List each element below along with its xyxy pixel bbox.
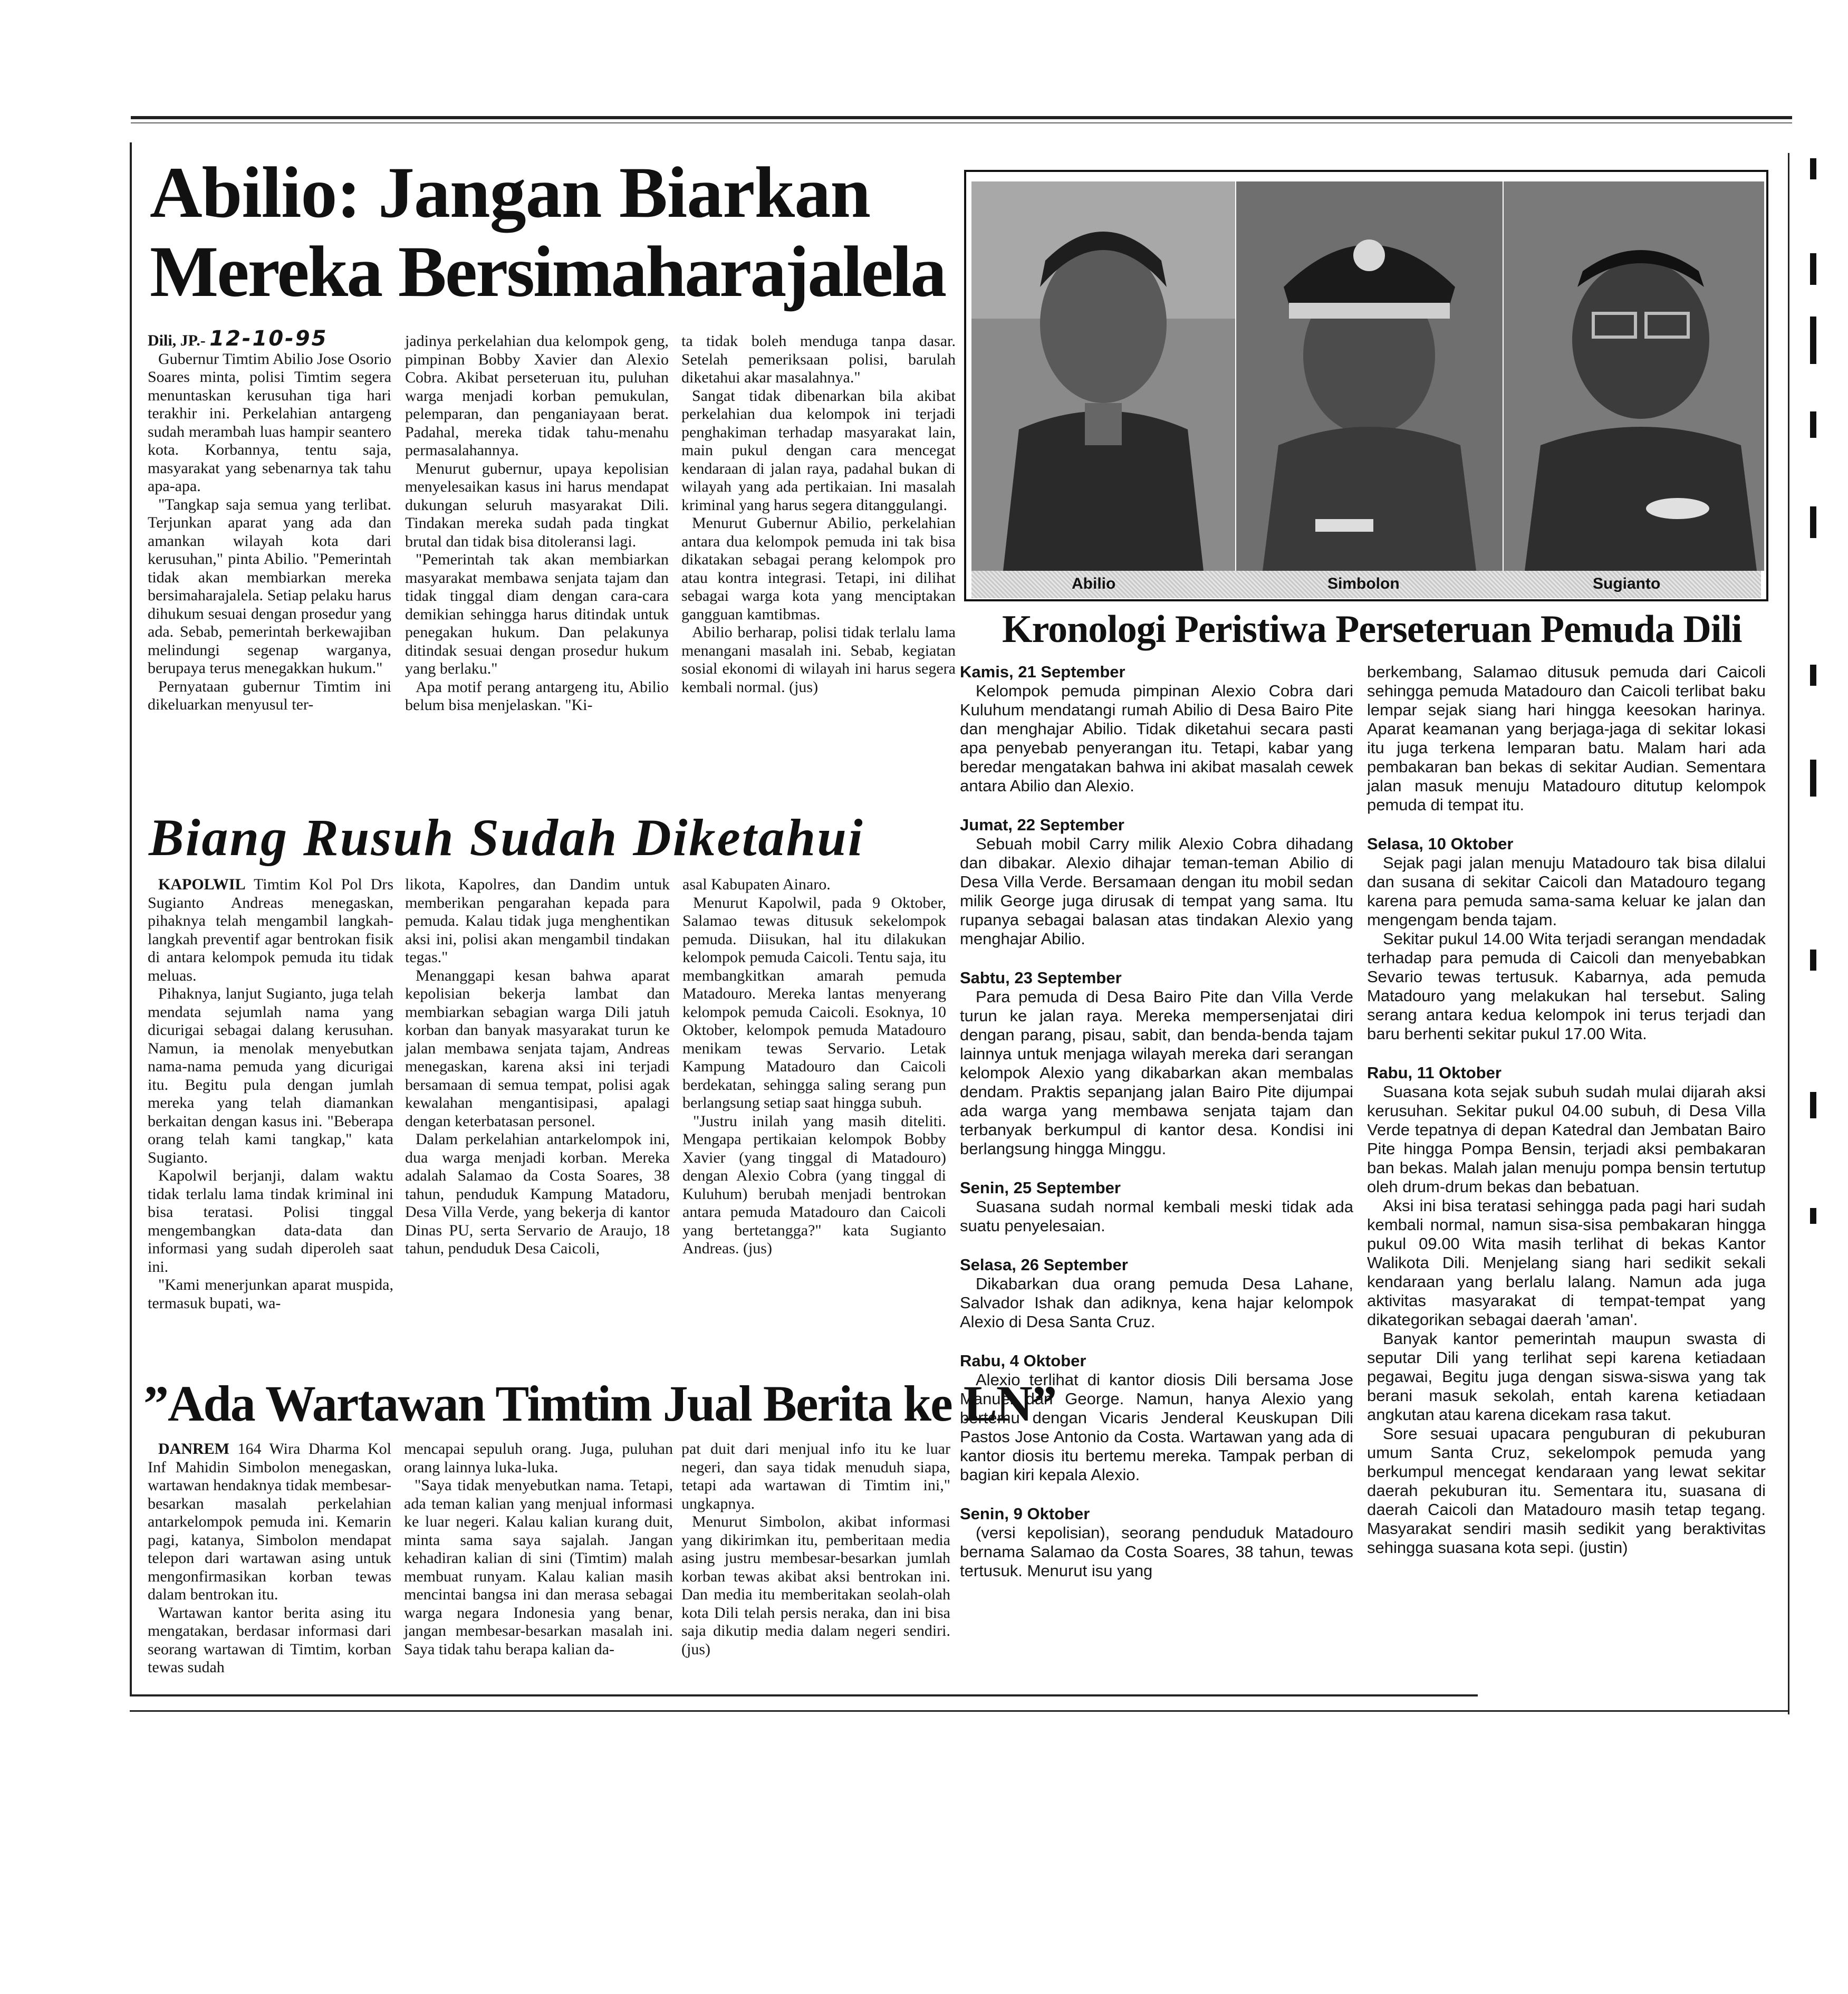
photo-panel [964,170,1768,601]
kronologi-left-column [960,663,1353,1580]
kronologi-date: Senin, 25 September [960,1178,1121,1197]
edge-mark [1810,158,1816,179]
article2-lead-text: Timtim Kol Pol Drs Sugianto Andreas menegaskan, pihaknya telah mengambil langkah-langkah preventif agar bentrokan fisik di antara kelompok pemuda itu tidak meluas. [148,876,393,984]
kronologi-date: Selasa, 26 September [960,1255,1128,1274]
article1-dateline: Dili, JP.- [148,332,206,349]
article3-paragraph: pat duit dari menjual info itu ke luar negeri, dan saya tidak menuduh siapa, tetapi ada wartawan di Timtim ini," ungkapnya. [681,1440,950,1512]
edge-mark [1810,665,1816,686]
kronologi-date: Rabu, 11 Oktober [1367,1063,1502,1082]
article2-paragraph: Menurut Kapolwil, pada 9 Oktober, Salamao tewas ditusuk sekelompok pemuda. Diisukan, hal itu dilakukan kelompok pemuda Caicoli. Tentu saja, itu membangkitkan amarah pemuda Matadouro. Mereka lantas menyerang kelompok pemuda Caicoli. Esoknya, 10 Oktober, kelompok pemuda Matadouro menikam tewas Servario. Letak Kampung Matadouro dan Caicoli berdekatan, sehingga saling serang pun berlangsung setiap saat hingga subuh. [682,894,946,1111]
article1-paragraph: "Pemerintah tak akan membiarkan masyarakat membawa senjata tajam dan tidak tinggal diam dengan cara-cara demikian sehingga harus ditindak untuk penegakan hukum. Dan pelakunya ditindak sesuai dengan prosedur hukum yang berlaku." [405,551,669,677]
article1-paragraph: Pernyataan gubernur Timtim ini dikeluarkan menyusul ter- [148,677,391,713]
kronologi-text: Sore sesuai upacara penguburan di pekuburan umum Santa Cruz, sekelompok pemuda yang berkumpul mencegat kendaraan yang lewat sekitar daerah pekuburan itu. Sementara itu, suasana di daerah Caicoli dan Matadouro masih tetap tegang. Masyarakat sendiri masih sedikit yang beraktivitas sehingga suasana kota sepi. (justin) [1367,1424,1766,1557]
kronologi-entry [1367,663,1766,814]
kronologi-text: (versi kepolisian), seorang penduduk Matadouro bernama Salamao da Costa Soares, 38 tahun, tewas tertusuk. Menurut isu yang [960,1523,1353,1580]
edge-mark [1810,506,1816,538]
kronologi-date: Kamis, 21 September [960,663,1125,681]
kronologi-text: Para pemuda di Desa Bairo Pite dan Villa Verde turun ke jalan raya. Mereka mempersenjatai diri dengan parang, pisau, sabit, dan benda-benda tajam lainnya untuk menjaga wilayah mereka dari serangan kelompok Alexio yang dikabarkan akan membalas dendam. Praktis sepanjang jalan Bairo Pite dijumpai ada warga yang membawa senjata tajam dan terbanyak berkumpul di kantor desa. Kondisi ini berlangsung hingga Minggu. [960,988,1353,1158]
article2-paragraph: "Justru inilah yang masih diteliti. Mengapa pertikaian kelompok Bobby Xavier (yang tinggal di Matadouro) dengan Alexio Cobra (yang tinggal di Kuluhum) berubah menjadi bentrokan antara pemuda Matadouro dan Caicoli yang bertetangga?" kata Sugianto Andreas. (jus) [682,1112,946,1257]
edge-mark [1810,950,1816,971]
article1-paragraph: ta tidak boleh menduga tanpa dasar. Setelah pemeriksaan polisi, barulah diketahui akar masalahnya." [681,332,956,386]
kronologi-text: Sejak pagi jalan menuju Matadouro tak bisa dilalui dan susana di sekitar Caicoli dan Matadouro tegang karena para pemuda sama-sama keluar ke jalan dan mengengam benda tajam. [1367,854,1766,929]
caption-simbolon: Simbolon [1327,575,1400,592]
article1-paragraph: Gubernur Timtim Abilio Jose Osorio Soares minta, polisi Timtim segera menuntaskan kerusuhan tiga hari terakhir ini. Perkelahian antargeng sudah merambah luas hampir seantero kota. Korbannya, tentu saja, masyarakat yang sebenarnya tak tahu apa-apa. [148,350,391,495]
frame-bottom-rule-2 [130,1710,1788,1712]
article2-col3 [682,876,946,1258]
top-rule [131,116,1792,119]
headline-abilio-line1: Abilio: Jangan Biarkan [150,152,871,233]
edge-mark [1810,411,1816,438]
caption-sugianto: Sugianto [1593,575,1661,592]
article2-paragraph: asal Kabupaten Ainaro. [682,876,831,893]
article3-paragraph [148,1440,391,1604]
article2-paragraph: Pihaknya, lanjut Sugianto, juga telah mendata sejumlah nama yang dicurigai sebagai dalang kerusuhan. Namun, ia menolak menyebutkan nama-nama pemuda yang dicurigai itu. Begitu pula dengan jumlah mereka yang telah diamankan berkaitan dengan kasus ini. "Beberapa orang telah kami tangkap," kata Sugianto. [148,985,393,1166]
article3-paragraph: Menurut Simbolon, akibat informasi yang dikirimkan itu, pemberitaan media asing justru membesar-besarkan jumlah korban tewas akibat aksi bentrokan ini. Dan media itu memberitakan seolah-olah kota Dili telah persis neraka, dan ini bisa saja dikutip media dalam negeri sendiri. (jus) [681,1513,950,1658]
kronologi-title: Kronologi Peristiwa Perseteruan Pemuda Dili [1002,608,1742,651]
kronologi-date: Jumat, 22 September [960,816,1124,834]
article2-paragraph: Menanggapi kesan bahwa aparat kepolisian bekerja lambat dan membiarkan sebagian warga Dili jatuh korban dan banyak masyarakat turun ke jalan membawa senjata tajam, Andreas menegaskan, karena aksi ini terjadi bersamaan di semua tempat, polisi agak kewalahan mengantisipasi, apalagi dengan keterbatasan personel. [405,966,670,1130]
kronologi-right-column [1367,663,1766,1557]
article1-paragraph: Sangat tidak dibenarkan bila akibat perkelahian dua kelompok ini terjadi penghakiman terhadap masyarakat lain, main pukul dengan cara mencegat kendaraan di jalan raya, padahal bukan di wilayah yang ada pertikaian. Ini masalah kriminal yang harus segera ditanggulangi. [681,387,956,514]
handwritten-date: 12-10-95 [209,327,328,351]
frame-left-rule [130,142,132,1696]
kronologi-date: Sabtu, 23 September [960,969,1122,987]
kronologi-entry [960,816,1353,948]
edge-mark [1810,317,1816,364]
headline-wartawan: ”Ada Wartawan Timtim Jual Berita ke LN” [143,1375,1056,1432]
article1-paragraph: "Tangkap saja semua yang terlibat. Terjunkan aparat yang ada dan amankan wilayah kota dari kerusuhan," pinta Abilio. "Pemerintah tidak akan membiarkan mereka bersimaharajalela. Setiap pelaku harus dihukum sesuai dengan prosedur yang ada. Sebab, pemerintah berkewajiban melindungi segenap warganya, berupaya terus menegakkan hukum." [148,495,391,677]
article1-paragraph: Abilio berharap, polisi tidak terlalu lama menangani masalah ini. Sebab, kegiatan sosial ekonomi di wilayah ini harus segera kembali normal. (jus) [681,624,956,696]
kronologi-entry [1367,1063,1766,1557]
kronologi-text: Sekitar pukul 14.00 Wita terjadi serangan mendadak terhadap para pemuda di Caicoli dan menyebabkan Sevario tewas tertusuk. Kabarnya, ada pemuda Matadouro yang melakukan hal tersebut. Saling serang antara kedua kelompok ini terus terjadi dan baru berhenti sekitar pukul 17.00 Wita. [1367,929,1766,1043]
article3-lead-text: 164 Wira Dharma Kol Inf Mahidin Simbolon menegaskan, wartawan hendaknya tidak membesar-besarkan masalah perkelahian antarkelompok pemuda ini. Kemarin pagi, katanya, Simbolon mendapat telepon dari wartawan asing untuk mengonfirmasikan korban tewas dalam bentrokan itu. [148,1440,391,1603]
article2-paragraph [148,876,393,985]
article1-col3 [681,332,956,696]
headline-abilio-line2: Mereka Bersimaharajalela [150,231,946,312]
photo-abilio [971,181,1235,571]
kronologi-text: Suasana kota sejak subuh sudah mulai dijarah aksi kerusuhan. Sekitar pukul 04.00 subuh, di Desa Villa Verde tepatnya di depan Katedral dan Jembatan Bairo Pite hingga Pompa Bensin, terjadi aksi pembakaran ban bekas. Malah jalan menuju pompa bensin tertutup oleh drum-drum bekas dan bebatuan. [1367,1082,1766,1196]
edge-mark [1810,253,1816,285]
kronologi-date: Rabu, 4 Oktober [960,1351,1086,1370]
kronologi-entry [1367,835,1766,1043]
kronologi-text: Dikabarkan dua orang pemuda Desa Lahane, Salvador Ishak dan adiknya, kena hajar kelompok Alexio di Desa Santa Cruz. [960,1274,1353,1331]
kronologi-text: berkembang, Salamao ditusuk pemuda dari Caicoli sehingga pemuda Matadouro dan Caicoli terlibat baku lempar sejak siang hari hingga keesokan harinya. Aparat keamanan yang berjaga-jaga di sekitar lokasi itu juga terkena lemparan batu. Malam hari ada pembakaran ban bekas di sekitar Audian. Sementara jalan masuk menuju Matadouro ditutup kelompok pemuda di tempat itu. [1367,663,1766,814]
edge-mark [1810,760,1816,797]
article3-lead: DANREM [158,1440,229,1458]
article1-col2 [405,332,669,715]
kronologi-entry [960,969,1353,1158]
article1-paragraph: Menurut gubernur, upaya kepolisian menyelesaikan kasus ini harus mendapat dukungan seluruh masyarakat Dili. Tindakan mereka sudah pada tingkat brutal dan tidak bisa ditoleransi lagi. [405,459,669,550]
frame-bottom-rule [130,1694,1478,1696]
article1-col1 [148,327,391,714]
article2-col1 [148,876,393,1312]
top-rule-thin [131,122,1792,123]
kronologi-text: Suasana sudah normal kembali meski tidak ada suatu penyelesaian. [960,1197,1353,1235]
kronologi-text: Alexio terlihat di kantor diosis Dili bersama Jose Manuel dan George. Namun, hanya Alexio yang bertemu dengan Vicaris Jenderal Keuskupan Dili Pastos Jose Antonio da Costa. Wartawan yang ada di kantor diosis itu bertemu mereka. Tampak perban di bagian kiri kepala Alexio. [960,1370,1353,1484]
kronologi-entry [960,1504,1353,1580]
kronologi-text: Banyak kantor pemerintah maupun swasta di seputar Dili yang terlihat sepi karena ketiadaan pegawai, Begitu juga dengan siswa-siswa yang tak berani masuk sekolah, entah karena ketiadaan angkutan atau karena dicekam rasa takut. [1367,1329,1766,1424]
kronologi-date: Senin, 9 Oktober [960,1504,1090,1523]
article2-paragraph: "Kami menerjunkan aparat muspida, termasuk bupati, wa- [148,1276,393,1312]
article3-paragraph: Wartawan kantor berita asing itu mengatakan, berdasar informasi dari seorang wartawan di Timtim, korban tewas sudah [148,1604,391,1676]
article2-paragraph: likota, Kapolres, dan Dandim untuk memberikan pengarahan kepada para pemuda. Kalau tidak juga menghentikan aksi ini, polisi akan mengambil tindakan tegas." [405,876,670,966]
photo-simbolon [1236,181,1503,571]
article3-paragraph: mencapai sepuluh orang. Juga, puluhan orang lainnya luka-luka. [404,1440,673,1476]
article2-col2 [405,876,670,1258]
kronologi-entry [960,1178,1353,1235]
article3-col1 [148,1440,391,1677]
article3-paragraph: "Saya tidak menyebutkan nama. Tetapi, ada teman kalian yang menjual informasi ke luar negeri. Kalau kalian kurang duit, minta sama saya sajalah. Jangan kehadiran kalian di sini (Timtim) malah membuat runyam. Kalau kalian masih mencintai bangsa ini dan merasa sebagai warga negara Indonesia yang benar, jangan membesar-besarkan masalah ini. Saya tidak tahu berapa kalian da- [404,1477,673,1658]
photo-sugianto [1504,181,1764,571]
article2-paragraph: Dalam perkelahian antarkelompok ini, dua warga menjadi korban. Mereka adalah Salamao da Costa Soares, 38 tahun, penduduk Kampung Matadoru, Desa Villa Verde, yang bekerja di kantor Dinas PU, serta Servario de Araujo, 18 tahun, penduduk Desa Caicoli, [405,1130,670,1257]
frame-right-rule [1788,153,1789,1714]
article1-paragraph: Apa motif perang antargeng itu, Abilio belum bisa menjelaskan. "Ki- [405,678,669,714]
article2-lead: KAPOLWIL [158,876,246,893]
kronologi-entry [960,663,1353,795]
article3-col3 [681,1440,950,1659]
kronologi-entry [960,1255,1353,1331]
edge-mark [1810,1092,1816,1118]
article2-paragraph: Kapolwil berjanji, dalam waktu tidak terlalu lama tindak kriminal ini bisa teratasi. Polisi tinggal mengembangkan data-data dan informasi yang sudah diperoleh saat ini. [148,1167,393,1276]
article3-col2 [404,1440,673,1659]
edge-mark [1810,1208,1816,1224]
kronologi-text: Sebuah mobil Carry milik Alexio Cobra dihadang dan dibakar. Alexio dihajar teman-teman Abilio di Desa Villa Verde. Bersamaan dengan itu mobil sedan milik George juga dirusak di tempat yang sama. Itu rupanya sebagai balasan atas tindakan Alexio yang menghajar Abilio. [960,835,1353,948]
article1-paragraph: Menurut Gubernur Abilio, perkelahian antara dua kelompok pemuda ini tak bisa dikatakan sebagai perang kelompok pro atau kontra integrasi. Tetapi, ini dilihat sebagai warga kota yang menciptakan gangguan kamtibmas. [681,514,956,623]
article1-paragraph: jadinya perkelahian dua kelompok geng, pimpinan Bobby Xavier dan Alexio Cobra. Akibat perseteruan itu, puluhan warga menjadi korban pemukulan, pelemparan, dan penganiayaan berat. Padahal, mereka tidak tahu-menahu permasalahannya. [405,332,669,459]
headline-biang-rusuh: Biang Rusuh Sudah Diketahui [149,808,864,867]
kronologi-text: Kelompok pemuda pimpinan Alexio Cobra dari Kuluhum mendatangi rumah Abilio di Desa Bairo Pite dan menghajar Abilio. Tidak diketahui secara pasti apa penyebab penyerangan itu. Tetapi, kabar yang beredar mengatakan bahwa ini akibat masalah cewek antara Abilio dan Alexio. [960,682,1353,795]
kronologi-date: Selasa, 10 Oktober [1367,835,1514,853]
caption-abilio: Abilio [1072,575,1116,592]
kronologi-text: Aksi ini bisa teratasi sehingga pada pagi hari sudah kembali normal, namun sisa-sisa pembakaran hingga pukul 09.00 Wita masih terlihat di bekas Kantor Walikota Dili. Menjelang siang hari sedikit sekali kendaraan yang berlalu lalang. Namun ada juga aktivitas masyarakat di tempat-tempat yang dikategorikan sebagai daerah 'aman'. [1367,1196,1766,1329]
